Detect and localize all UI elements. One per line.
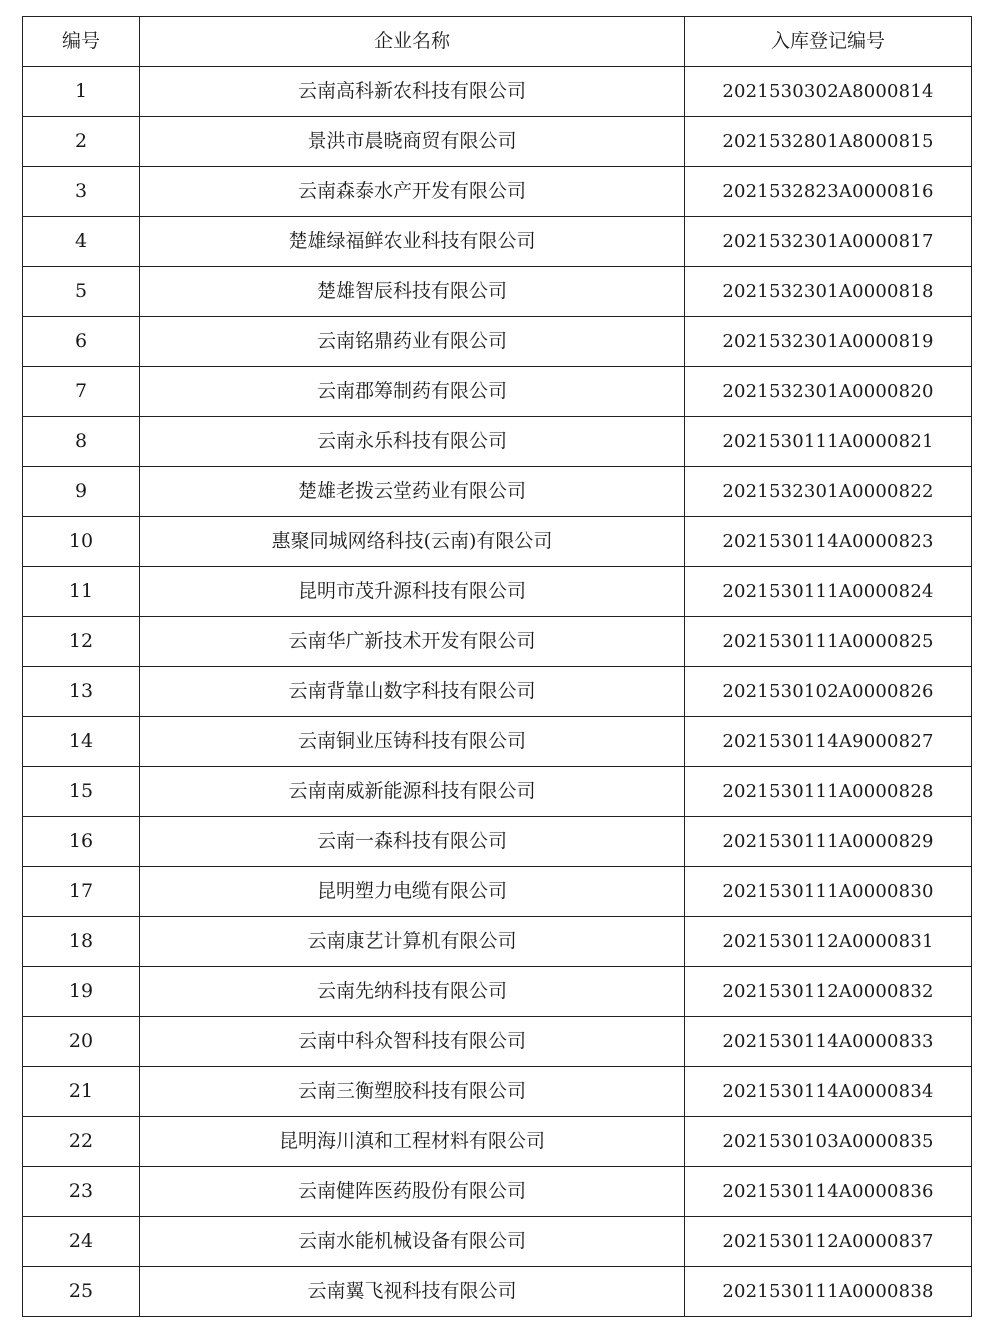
cell-company-name: 景洪市晨晓商贸有限公司 bbox=[140, 117, 685, 167]
table-row bbox=[23, 1067, 972, 1117]
table-header bbox=[23, 17, 972, 67]
cell-registration-number: 2021530111A0000824 bbox=[685, 567, 972, 617]
cell-company-name: 云南高科新农科技有限公司 bbox=[140, 67, 685, 117]
table-row bbox=[23, 1117, 972, 1167]
cell-registration-number: 2021530112A0000837 bbox=[685, 1217, 972, 1267]
cell-registration-number: 2021530114A0000836 bbox=[685, 1167, 972, 1217]
cell-registration-number: 2021532301A0000819 bbox=[685, 317, 972, 367]
cell-registration-number: 2021532801A8000815 bbox=[685, 117, 972, 167]
table-row bbox=[23, 417, 972, 467]
cell-registration-number: 2021530103A0000835 bbox=[685, 1117, 972, 1167]
cell-number: 24 bbox=[23, 1217, 140, 1267]
cell-registration-number: 2021532301A0000820 bbox=[685, 367, 972, 417]
cell-company-name: 云南背靠山数字科技有限公司 bbox=[140, 667, 685, 717]
table-row bbox=[23, 667, 972, 717]
table-row bbox=[23, 567, 972, 617]
cell-registration-number: 2021532301A0000822 bbox=[685, 467, 972, 517]
cell-number: 19 bbox=[23, 967, 140, 1017]
company-registration-table bbox=[22, 16, 972, 1317]
cell-company-name: 昆明塑力电缆有限公司 bbox=[140, 867, 685, 917]
cell-company-name: 惠聚同城网络科技(云南)有限公司 bbox=[140, 517, 685, 567]
cell-number: 9 bbox=[23, 467, 140, 517]
cell-number: 7 bbox=[23, 367, 140, 417]
cell-registration-number: 2021532823A0000816 bbox=[685, 167, 972, 217]
table-row bbox=[23, 517, 972, 567]
cell-registration-number: 2021530114A0000833 bbox=[685, 1017, 972, 1067]
cell-number: 16 bbox=[23, 817, 140, 867]
cell-number: 20 bbox=[23, 1017, 140, 1067]
cell-number: 21 bbox=[23, 1067, 140, 1117]
table-row bbox=[23, 1017, 972, 1067]
header-row bbox=[23, 17, 972, 67]
cell-company-name: 云南一森科技有限公司 bbox=[140, 817, 685, 867]
cell-company-name: 云南铜业压铸科技有限公司 bbox=[140, 717, 685, 767]
cell-number: 12 bbox=[23, 617, 140, 667]
table-row bbox=[23, 367, 972, 417]
table-row bbox=[23, 67, 972, 117]
cell-number: 23 bbox=[23, 1167, 140, 1217]
cell-number: 1 bbox=[23, 67, 140, 117]
cell-company-name: 昆明海川滇和工程材料有限公司 bbox=[140, 1117, 685, 1167]
cell-number: 11 bbox=[23, 567, 140, 617]
table-row bbox=[23, 767, 972, 817]
cell-number: 17 bbox=[23, 867, 140, 917]
cell-number: 5 bbox=[23, 267, 140, 317]
table-body bbox=[23, 67, 972, 1317]
cell-company-name: 楚雄绿福鲜农业科技有限公司 bbox=[140, 217, 685, 267]
table-row bbox=[23, 1267, 972, 1317]
table-row bbox=[23, 1217, 972, 1267]
cell-registration-number: 2021530302A8000814 bbox=[685, 67, 972, 117]
header-company-name: 企业名称 bbox=[140, 17, 685, 67]
table-row bbox=[23, 117, 972, 167]
cell-registration-number: 2021530111A0000830 bbox=[685, 867, 972, 917]
cell-registration-number: 2021530111A0000838 bbox=[685, 1267, 972, 1317]
cell-company-name: 昆明市茂升源科技有限公司 bbox=[140, 567, 685, 617]
cell-number: 10 bbox=[23, 517, 140, 567]
document-page bbox=[22, 16, 971, 1317]
table-row bbox=[23, 317, 972, 367]
cell-registration-number: 2021530114A0000823 bbox=[685, 517, 972, 567]
cell-company-name: 云南先纳科技有限公司 bbox=[140, 967, 685, 1017]
cell-number: 25 bbox=[23, 1267, 140, 1317]
header-registration-number: 入库登记编号 bbox=[685, 17, 972, 67]
cell-registration-number: 2021530112A0000832 bbox=[685, 967, 972, 1017]
cell-company-name: 云南铭鼎药业有限公司 bbox=[140, 317, 685, 367]
table-row bbox=[23, 1167, 972, 1217]
cell-number: 18 bbox=[23, 917, 140, 967]
cell-registration-number: 2021530111A0000829 bbox=[685, 817, 972, 867]
cell-registration-number: 2021532301A0000817 bbox=[685, 217, 972, 267]
table-row bbox=[23, 717, 972, 767]
cell-company-name: 云南郡筹制药有限公司 bbox=[140, 367, 685, 417]
cell-company-name: 云南翼飞视科技有限公司 bbox=[140, 1267, 685, 1317]
cell-registration-number: 2021530111A0000821 bbox=[685, 417, 972, 467]
cell-number: 8 bbox=[23, 417, 140, 467]
cell-number: 13 bbox=[23, 667, 140, 717]
table-row bbox=[23, 817, 972, 867]
cell-registration-number: 2021530111A0000828 bbox=[685, 767, 972, 817]
cell-company-name: 云南健阵医药股份有限公司 bbox=[140, 1167, 685, 1217]
cell-company-name: 云南三衡塑胶科技有限公司 bbox=[140, 1067, 685, 1117]
table-row bbox=[23, 917, 972, 967]
table-row bbox=[23, 217, 972, 267]
cell-number: 4 bbox=[23, 217, 140, 267]
cell-number: 2 bbox=[23, 117, 140, 167]
table-row bbox=[23, 167, 972, 217]
cell-company-name: 云南永乐科技有限公司 bbox=[140, 417, 685, 467]
cell-registration-number: 2021530102A0000826 bbox=[685, 667, 972, 717]
cell-registration-number: 2021530114A9000827 bbox=[685, 717, 972, 767]
cell-number: 6 bbox=[23, 317, 140, 367]
cell-registration-number: 2021530114A0000834 bbox=[685, 1067, 972, 1117]
cell-company-name: 云南南威新能源科技有限公司 bbox=[140, 767, 685, 817]
table-row bbox=[23, 967, 972, 1017]
cell-company-name: 楚雄智辰科技有限公司 bbox=[140, 267, 685, 317]
cell-company-name: 云南中科众智科技有限公司 bbox=[140, 1017, 685, 1067]
table-row bbox=[23, 267, 972, 317]
cell-registration-number: 2021530111A0000825 bbox=[685, 617, 972, 667]
cell-number: 3 bbox=[23, 167, 140, 217]
cell-company-name: 云南森泰水产开发有限公司 bbox=[140, 167, 685, 217]
cell-registration-number: 2021532301A0000818 bbox=[685, 267, 972, 317]
table-row bbox=[23, 467, 972, 517]
header-number: 编号 bbox=[23, 17, 140, 67]
cell-company-name: 云南华广新技术开发有限公司 bbox=[140, 617, 685, 667]
table-row bbox=[23, 617, 972, 667]
cell-number: 15 bbox=[23, 767, 140, 817]
cell-company-name: 楚雄老拨云堂药业有限公司 bbox=[140, 467, 685, 517]
cell-number: 14 bbox=[23, 717, 140, 767]
cell-number: 22 bbox=[23, 1117, 140, 1167]
cell-company-name: 云南水能机械设备有限公司 bbox=[140, 1217, 685, 1267]
cell-company-name: 云南康艺计算机有限公司 bbox=[140, 917, 685, 967]
cell-registration-number: 2021530112A0000831 bbox=[685, 917, 972, 967]
table-row bbox=[23, 867, 972, 917]
